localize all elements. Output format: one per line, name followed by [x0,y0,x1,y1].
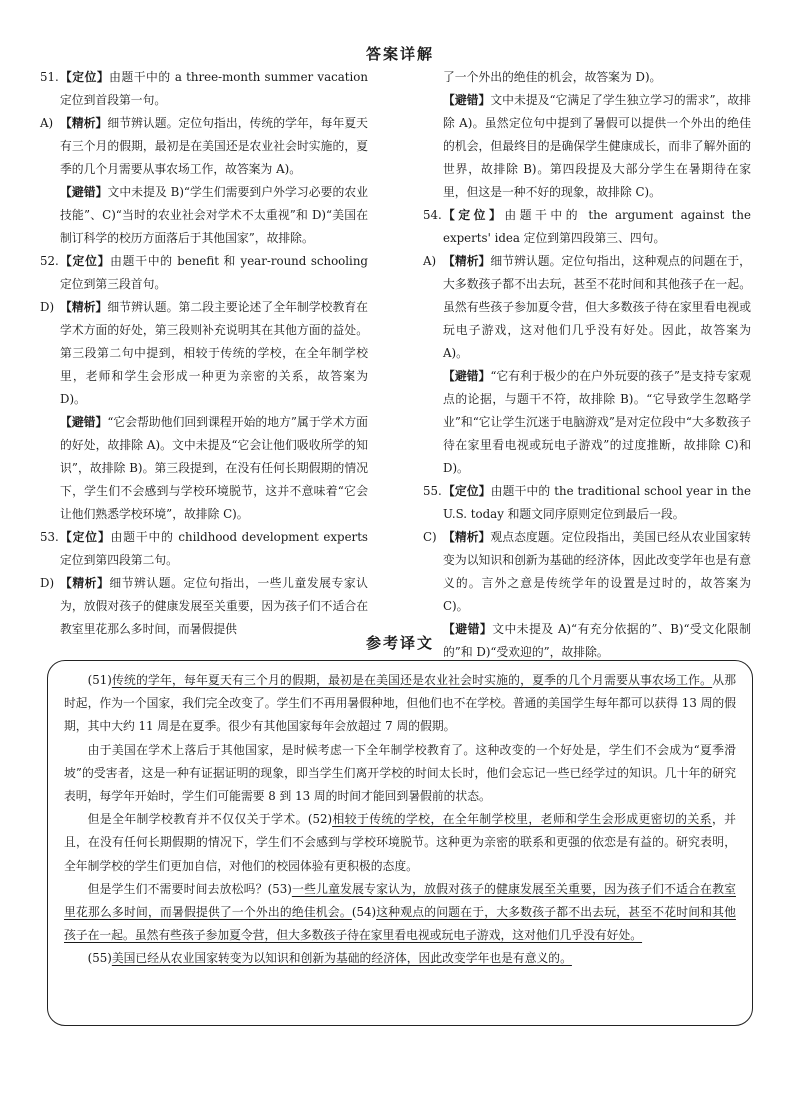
answer-block-q54-loc [423,204,751,250]
answer-body: 由题干中的 the traditional school year in the U.S. today 和题文同序原则定位到最后一段。 [443,484,751,521]
answer-block-q54-err [423,365,751,480]
answer-text [60,181,368,250]
translation-paragraph-4 [64,878,736,948]
answer-text [443,250,751,365]
answer-tag: 【定位】 [60,530,111,544]
answer-tag: 【精析】 [443,254,491,268]
question-number: 53. [40,530,59,544]
answer-tag: 【精析】 [60,116,108,130]
paragraph-text: 但是全年制学校教育并不仅仅关于学术。 [87,812,308,827]
answer-block-q53-err [423,89,751,204]
answer-letter: A) [423,254,437,268]
answer-body: “它会帮助他们回到课程开始的地方”属于学术方面的好处，故排除 A)。文中未提及“它会让他们吸收所学的知识”，故排除 B)。第三段提到，在没有任何长期假期的情况下，学生们不会感到与学校环境脱节，这并不意味着“它会让他们熟悉学校环境”，故排除 C)。 [60,415,368,521]
answer-tag: 【精析】 [443,530,491,544]
answer-block-q52-loc [40,250,368,296]
answer-block-q52-ana [40,296,368,411]
answer-letter: A) [40,116,54,130]
answer-text [443,204,751,250]
answer-tag: 【避错】 [60,415,108,429]
answer-body: 由题干中的 the argument against the experts' idea 定位到第四段第三、四句。 [443,208,751,245]
paragraph-text: 从那时起，作为一个国家，我们完全改变了。学生们不再用暑假种地，但他们也不在学校。普通的美国学生每年都可以获得 13 周的假期，其中大约 11 周是在夏季。很少有其他国家每年会放超过 7 周的假期。 [64,673,736,734]
question-number: 52. [40,254,59,268]
paragraph-text: ，并且，在没有任何长期假期的情况下，学生们不会感到与学校环境脱节。这种更为亲密的联系和更强的依恋是有益的。研究表明，全年制学校的学生们更加自信，对他们的校园体验有更积极的态度。 [64,812,736,873]
answer-body: “它有利于极少的在户外玩耍的孩子”是支持专家观点的论据，与题干不符，故排除 B)。“它导致学生忽略学业”和“它让学生沉迷于电脑游戏”是对定位段中“大多数孩子待在家里看电视或玩电子游戏”的过度推断，故排除 C)和 D)。 [443,369,751,475]
answer-letter: C) [423,530,437,544]
answer-text [60,411,368,526]
answer-text [443,526,751,618]
answer-block-q51-ana [40,112,368,181]
answer-tag: 【避错】 [443,93,491,107]
underlined-sentence-51: 传统的学年，每年夏天有三个月的假期，最初是在美国还是农业社会时实施的，夏季的几个月需要从事农场工作。 [111,673,713,687]
answer-block-q55-ana [423,526,751,618]
question-number: 54. [423,208,442,222]
underlined-sentence-52: 相较于传统的学校，在全年制学校里，老师和学生会形成更密切的关系 [332,812,712,827]
answer-body: 观点态度题。定位段指出，美国已经从农业国家转变为以知识和创新为基础的经济体，因此改变学年也是有意义的。言外之意是传统学年的设置是过时的，故答案为 C)。 [443,530,751,613]
answers-section-title: 答案详解 [365,45,434,63]
answer-body: 由题干中的 benefit 和 year-round schooling 定位到第三段首句。 [60,254,368,291]
answer-text [60,526,368,572]
answer-letter: D) [40,300,55,314]
left-answer-column [40,66,368,641]
answer-letter: D) [40,576,55,590]
answer-text [60,66,368,112]
answer-text [60,250,368,296]
underlined-sentence-53: 一些儿童发展专家认为，放假对孩子的健康发展至关重要，因为孩子们不适合在教室里花那么多时间，而暑假提供了一个外出的绝佳机会。 [64,881,736,920]
answer-body: 细节辨认题。定位句指出，传统的学年，每年夏天有三个月的假期，最初是在美国还是农业社会时实施的，夏季的几个月需要从事农场工作，故答案为 A)。 [60,116,368,176]
answer-text [60,112,368,181]
answer-body: 文中未提及 A)“有充分依据的”、B)“受文化限制的”和 D)“受欢迎的”，故排除。 [443,622,751,659]
translation-paragraph-3 [64,808,736,878]
answer-tag: 【避错】 [443,369,491,383]
translation-paragraph-2 [64,739,736,809]
marker-53: (53) [267,881,292,896]
answer-tag: 【避错】 [60,185,108,199]
answer-tag: 【定位】 [443,484,491,498]
answer-tag: 【精析】 [60,300,108,314]
answer-tag: 【精析】 [60,576,110,590]
answer-block-q52-err [40,411,368,526]
answer-body: 细节辨认题。定位句指出，一些儿童发展专家认为，放假对孩子的健康发展至关重要，因为孩子们不适合在教室里花那么多时间，而暑假提供 [60,576,368,636]
marker-55: (55) [87,951,112,966]
paragraph-text: 由于美国在学术上落后于其他国家，是时候考虑一下全年制学校教育了。这种改变的一个好处是，学生们不会成为“夏季滑坡”的受害者，这是一种有证据证明的现象，即当学生们离开学校的时间太长时，他们会忘记一些已经学过的知识。几十年的研究表明，每学年开始时，学生们可能需要 8 到 13 周的时间才能回到暑假前的状态。 [64,742,736,804]
underlined-sentence-55: 美国已经从农业国家转变为以知识和创新为基础的经济体，因此改变学年也是有意义的。 [111,951,572,966]
answer-body: 文中未提及 B)“学生们需要到户外学习必要的农业技能”、C)“当时的农业社会对学术不太重视”和 D)“美国在制订科学的校历方面落后于其他国家”，故排除。 [60,185,368,245]
answer-body: 由题干中的 a three-month summer vacation 定位到首段第一句。 [60,70,368,107]
right-answer-column [423,66,751,664]
answer-block-q53-cont [423,66,751,89]
answer-text [60,296,368,411]
paragraph-text: 但是学生们不需要时间去放松吗？ [87,881,268,896]
answer-block-q54-ana [423,250,751,365]
answer-block-q51-loc [40,66,368,112]
answer-text [60,572,368,641]
answer-body: 细节辨认题。定位句指出，这种观点的问题在于，大多数孩子都不出去玩，甚至不花时间和其他孩子在一起。虽然有些孩子参加夏令营，但大多数孩子待在家里看电视或玩电子游戏，这对他们几乎没有好处。因此，故答案为 A)。 [443,254,751,360]
answer-body: 由题干中的 childhood development experts 定位到第四段第二句。 [60,530,368,567]
question-number: 51. [40,70,59,84]
underlined-sentence-54: 这种观点的问题在于，大多数孩子都不出去玩，甚至不花时间和其他孩子在一起。虽然有些孩子参加夏令营，但大多数孩子待在家里看电视或玩电子游戏，这对他们几乎没有好处。 [64,905,736,943]
answer-tag: 【定位】 [60,254,111,268]
answer-block-q51-err [40,181,368,250]
marker-51: (51) [87,673,112,687]
answer-body: 了一个外出的绝佳的机会，故答案为 D)。 [443,70,662,84]
answer-body: 文中未提及“它满足了学生独立学习的需求”，故排除 A)。虽然定位句中提到了暑假可以提供一个外出的绝佳的机会，但最终目的是确保学生健康成长，而非了解外面的世界，故排除 B)。第四段提及大部分学生在暑期待在家里，但这是一种不好的现象，故排除 C)。 [443,93,751,199]
answer-text [443,89,751,204]
answer-tag: 【定位】 [443,208,505,222]
translation-section-title: 参考译文 [365,634,434,652]
answer-block-q53-ana [40,572,368,641]
marker-52: (52) [307,812,333,827]
translation-paragraph-1 [64,669,736,739]
answer-body: 细节辨认题。第二段主要论述了全年制学校教育在学术方面的好处，第三段则补充说明其在其他方面的益处。第三段第二句中提到，相较于传统的学校，在全年制学校里，老师和学生会形成一种更为亲密的关系，故答案为 D)。 [60,300,368,406]
answer-text [443,480,751,526]
answer-block-q53-loc [40,526,368,572]
question-number: 55. [423,484,442,498]
answer-text [443,365,751,480]
answer-block-q55-loc [423,480,751,526]
answer-tag: 【定位】 [60,70,110,84]
translation-box [47,660,753,1026]
answer-tag: 【避错】 [443,622,493,636]
answer-text [443,66,751,89]
marker-54: (54) [351,905,377,920]
translation-paragraph-5 [64,947,736,970]
